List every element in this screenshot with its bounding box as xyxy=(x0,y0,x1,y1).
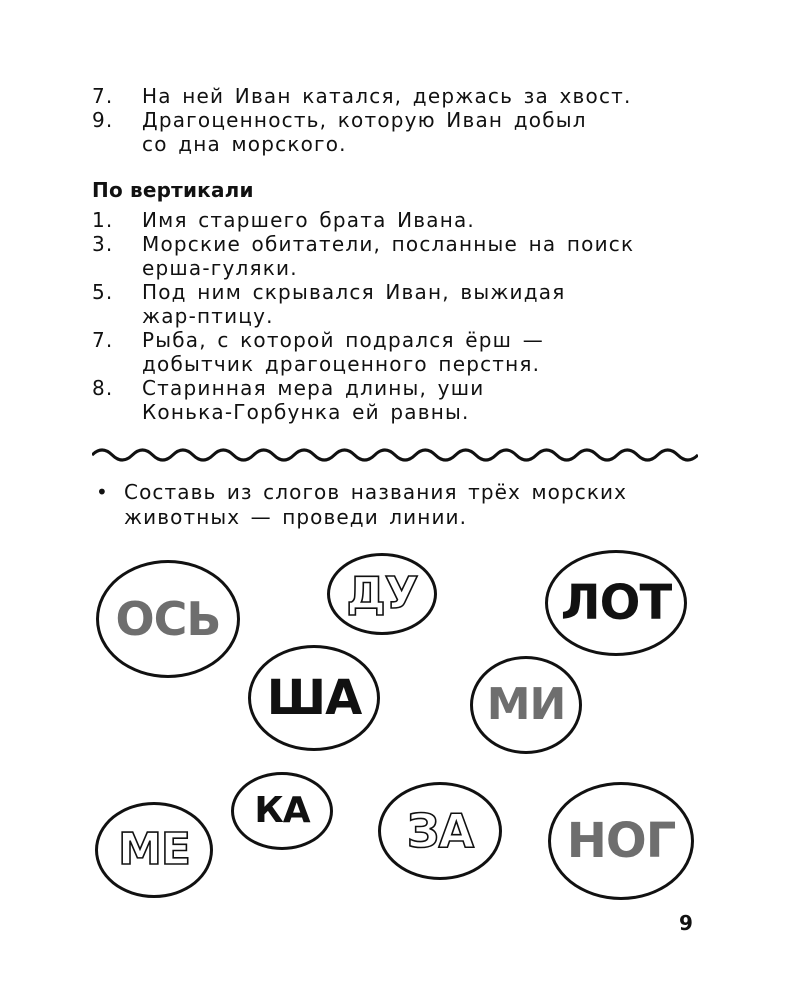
syllable-circle-nog[interactable] xyxy=(548,782,694,900)
syllable-circle-mi[interactable] xyxy=(470,656,582,754)
syllable-text: НОГ xyxy=(566,813,676,869)
syllable-text: ША xyxy=(266,670,362,726)
syllable-circle-sha[interactable] xyxy=(248,645,380,751)
clue-text: Имя старшего брата Ивана. xyxy=(142,208,475,232)
clue-number: 7. xyxy=(92,328,114,352)
section-heading-down: По вертикали xyxy=(92,178,254,202)
syllable-text: МЕ xyxy=(118,824,190,875)
syllable-text: МИ xyxy=(486,679,566,730)
syllable-circle-du[interactable] xyxy=(327,553,437,635)
clue-item xyxy=(92,208,634,232)
clue-text: Старинная мера длины, уши Конька-Горбунка ей равны. xyxy=(142,376,485,424)
syllable-text: ОСЬ xyxy=(115,592,221,646)
syllable-circle-lot[interactable] xyxy=(545,550,687,656)
clue-text: На ней Иван катался, держась за хвост. xyxy=(142,84,632,108)
task-instruction xyxy=(96,480,716,530)
wavy-divider xyxy=(92,440,698,470)
down-clues-list xyxy=(92,208,634,424)
clue-number: 8. xyxy=(92,376,114,400)
syllable-text: КА xyxy=(254,790,310,831)
syllable-circle-za[interactable] xyxy=(378,782,502,880)
wavy-divider-line xyxy=(92,450,698,460)
syllable-circle-me[interactable] xyxy=(95,802,213,898)
across-clues-list xyxy=(92,84,632,156)
syllable-circle-ka[interactable] xyxy=(231,772,333,850)
syllable-text: ЗА xyxy=(406,804,474,858)
clue-item xyxy=(92,232,634,280)
clue-number: 1. xyxy=(92,208,114,232)
bullet-icon: • xyxy=(96,480,109,504)
task-text: Составь из слогов названия трёх морских животных — проведи линии. xyxy=(124,480,628,529)
clue-item xyxy=(92,108,632,156)
clue-item xyxy=(92,280,634,328)
clue-number: 9. xyxy=(92,108,114,132)
clue-number: 3. xyxy=(92,232,114,256)
clue-text: Под ним скрывался Иван, выжидая жар-птицу. xyxy=(142,280,566,328)
clue-number: 5. xyxy=(92,280,114,304)
page-number: 9 xyxy=(679,911,693,935)
syllable-circle-os[interactable] xyxy=(96,560,240,678)
clue-item xyxy=(92,328,634,376)
clue-text: Рыба, с которой подрался ёрш — добытчик драгоценного перстня. xyxy=(142,328,544,376)
clue-item xyxy=(92,84,632,108)
clue-item xyxy=(92,376,634,424)
syllable-text: ДУ xyxy=(346,568,418,619)
clue-text: Морские обитатели, посланные на поиск ерша-гуляки. xyxy=(142,232,635,280)
syllable-text: ЛОТ xyxy=(560,575,672,631)
clue-number: 7. xyxy=(92,84,114,108)
clue-text: Драгоценность, которую Иван добыл со дна морского. xyxy=(142,108,587,156)
